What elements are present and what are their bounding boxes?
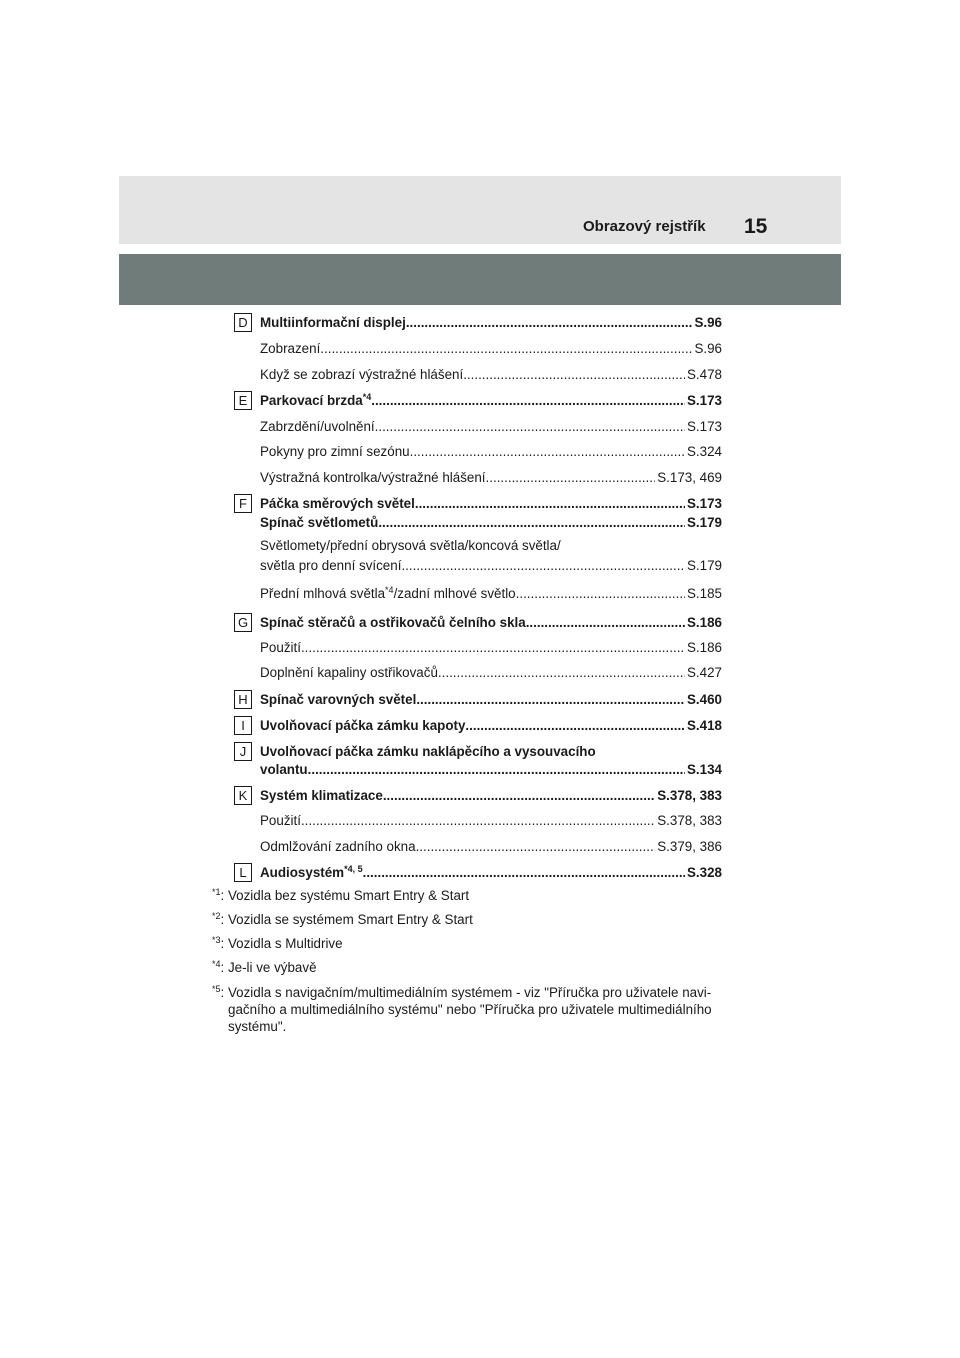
- entry-page: S.328: [687, 865, 722, 880]
- footnote-ref: *4: [362, 392, 372, 402]
- entry-page: S.460: [687, 692, 722, 707]
- entry-page: S.427: [687, 665, 722, 680]
- entry-title-suffix: /zadní mlhové světlo: [393, 586, 516, 601]
- header-band: [119, 176, 841, 244]
- index-entry[interactable]: [260, 392, 722, 409]
- entry-title: Odmlžování zadního okna: [260, 839, 416, 854]
- entry-title: Zobrazení: [260, 341, 321, 356]
- entry-page: S.478: [687, 367, 722, 382]
- section-letter-d: D: [234, 313, 252, 332]
- entry-title: Audiosystém: [260, 865, 345, 880]
- entry-page: S.173: [687, 393, 722, 408]
- entry-title: Multiinformační displej: [260, 315, 406, 330]
- entry-page: S.379, 386: [657, 839, 722, 854]
- footnote-1: $^{*1}$: Vozidla bez systému Smart Entry & Start: [212, 887, 470, 903]
- footnote-2: $^{*2}$: Vozidla se systémem Smart Entry & Start: [212, 911, 473, 927]
- section-letter-g: G: [234, 613, 252, 632]
- entry-page: S.418: [687, 718, 722, 733]
- section-letter-e: E: [234, 391, 252, 410]
- index-subentry[interactable]: [260, 557, 722, 574]
- index-entry[interactable]: [260, 864, 722, 881]
- entry-title: světla pro denní svícení: [260, 558, 402, 573]
- entry-title: Zabrzdění/uvolnění: [260, 419, 375, 434]
- entry-title: Uvolňovací páčka zámku kapoty: [260, 718, 466, 733]
- index-subentry[interactable]: [260, 469, 722, 486]
- page-title: Obrazový rejstřík: [583, 218, 706, 235]
- index-entry[interactable]: [260, 717, 722, 734]
- entry-page: S.378, 383: [657, 788, 722, 803]
- index-subentry[interactable]: [260, 366, 722, 383]
- entry-title: Použití: [260, 640, 301, 655]
- index-entry[interactable]: [260, 787, 722, 804]
- index-subentry-line1: Světlomety/přední obrysová světla/koncová světla/: [260, 538, 561, 553]
- footnote-ref: *4, 5: [344, 864, 363, 874]
- entry-page: S.324: [687, 444, 722, 459]
- section-letter-f: F: [234, 494, 252, 513]
- section-letter-h: H: [234, 690, 252, 709]
- index-subentry[interactable]: [260, 639, 722, 656]
- index-subentry[interactable]: [260, 664, 722, 681]
- index-entry[interactable]: [260, 761, 722, 778]
- entry-page: S.186: [687, 615, 722, 630]
- entry-page: S.378, 383: [657, 813, 722, 828]
- index-subentry[interactable]: [260, 418, 722, 435]
- index-entry[interactable]: [260, 314, 722, 331]
- footnote-ref: *4: [385, 585, 394, 595]
- entry-title: Páčka směrových světel: [260, 496, 415, 511]
- entry-title: Doplnění kapaliny ostřikovačů: [260, 665, 438, 680]
- section-letter-j: J: [234, 742, 252, 761]
- entry-page: S.134: [687, 762, 722, 777]
- section-letter-l: L: [234, 863, 252, 882]
- footnote-4: $^{*4}$: Je-li ve výbavě: [212, 959, 317, 975]
- entry-title: Když se zobrazí výstražné hlášení: [260, 367, 464, 382]
- index-entry[interactable]: [260, 691, 722, 708]
- index-subentry[interactable]: [260, 443, 722, 460]
- entry-title: volantu: [260, 762, 308, 777]
- footnote-5: $^{*5}$: Vozidla s navigačním/multimediálním systémem - viz "Příručka pro uživatele navi- gačního a multimediálního systému" nebo "Příručka pro uživatele multimediálního systému".: [212, 984, 712, 1034]
- entry-title: Spínač stěračů a ostřikovačů čelního skla: [260, 615, 526, 630]
- index-subentry[interactable]: [260, 838, 722, 855]
- index-entry[interactable]: [260, 614, 722, 631]
- entry-page: S.173: [687, 419, 722, 434]
- section-letter-k: K: [234, 786, 252, 805]
- index-entry[interactable]: [260, 495, 722, 512]
- index-subentry[interactable]: [260, 340, 722, 357]
- entry-page: S.179: [687, 558, 722, 573]
- index-subentry[interactable]: [260, 585, 722, 602]
- entry-page: S.179: [687, 515, 722, 530]
- entry-page: S.173: [687, 496, 722, 511]
- footnote-3: $^{*3}$: Vozidla s Multidrive: [212, 935, 343, 951]
- index-entry-line1: Uvolňovací páčka zámku naklápěcího a vysouvacího: [260, 744, 596, 759]
- header-bar: [119, 254, 841, 305]
- index-subentry[interactable]: [260, 812, 722, 829]
- entry-page: S.185: [687, 586, 722, 601]
- entry-page: S.96: [694, 341, 722, 356]
- entry-page: S.173, 469: [657, 470, 722, 485]
- entry-title: Parkovací brzda: [260, 393, 363, 408]
- entry-title: Spínač světlometů: [260, 515, 379, 530]
- entry-page: S.186: [687, 640, 722, 655]
- section-letter-i: I: [234, 716, 252, 735]
- entry-title: Spínač varovných světel: [260, 692, 417, 707]
- entry-title: Přední mlhová světla: [260, 586, 386, 601]
- entry-title: Systém klimatizace: [260, 788, 383, 803]
- entry-title: Výstražná kontrolka/výstražné hlášení: [260, 470, 486, 485]
- entry-title: Pokyny pro zimní sezónu: [260, 444, 410, 459]
- entry-title: Použití: [260, 813, 301, 828]
- index-entry[interactable]: [260, 514, 722, 531]
- entry-page: S.96: [694, 315, 722, 330]
- page-number: 15: [744, 215, 768, 238]
